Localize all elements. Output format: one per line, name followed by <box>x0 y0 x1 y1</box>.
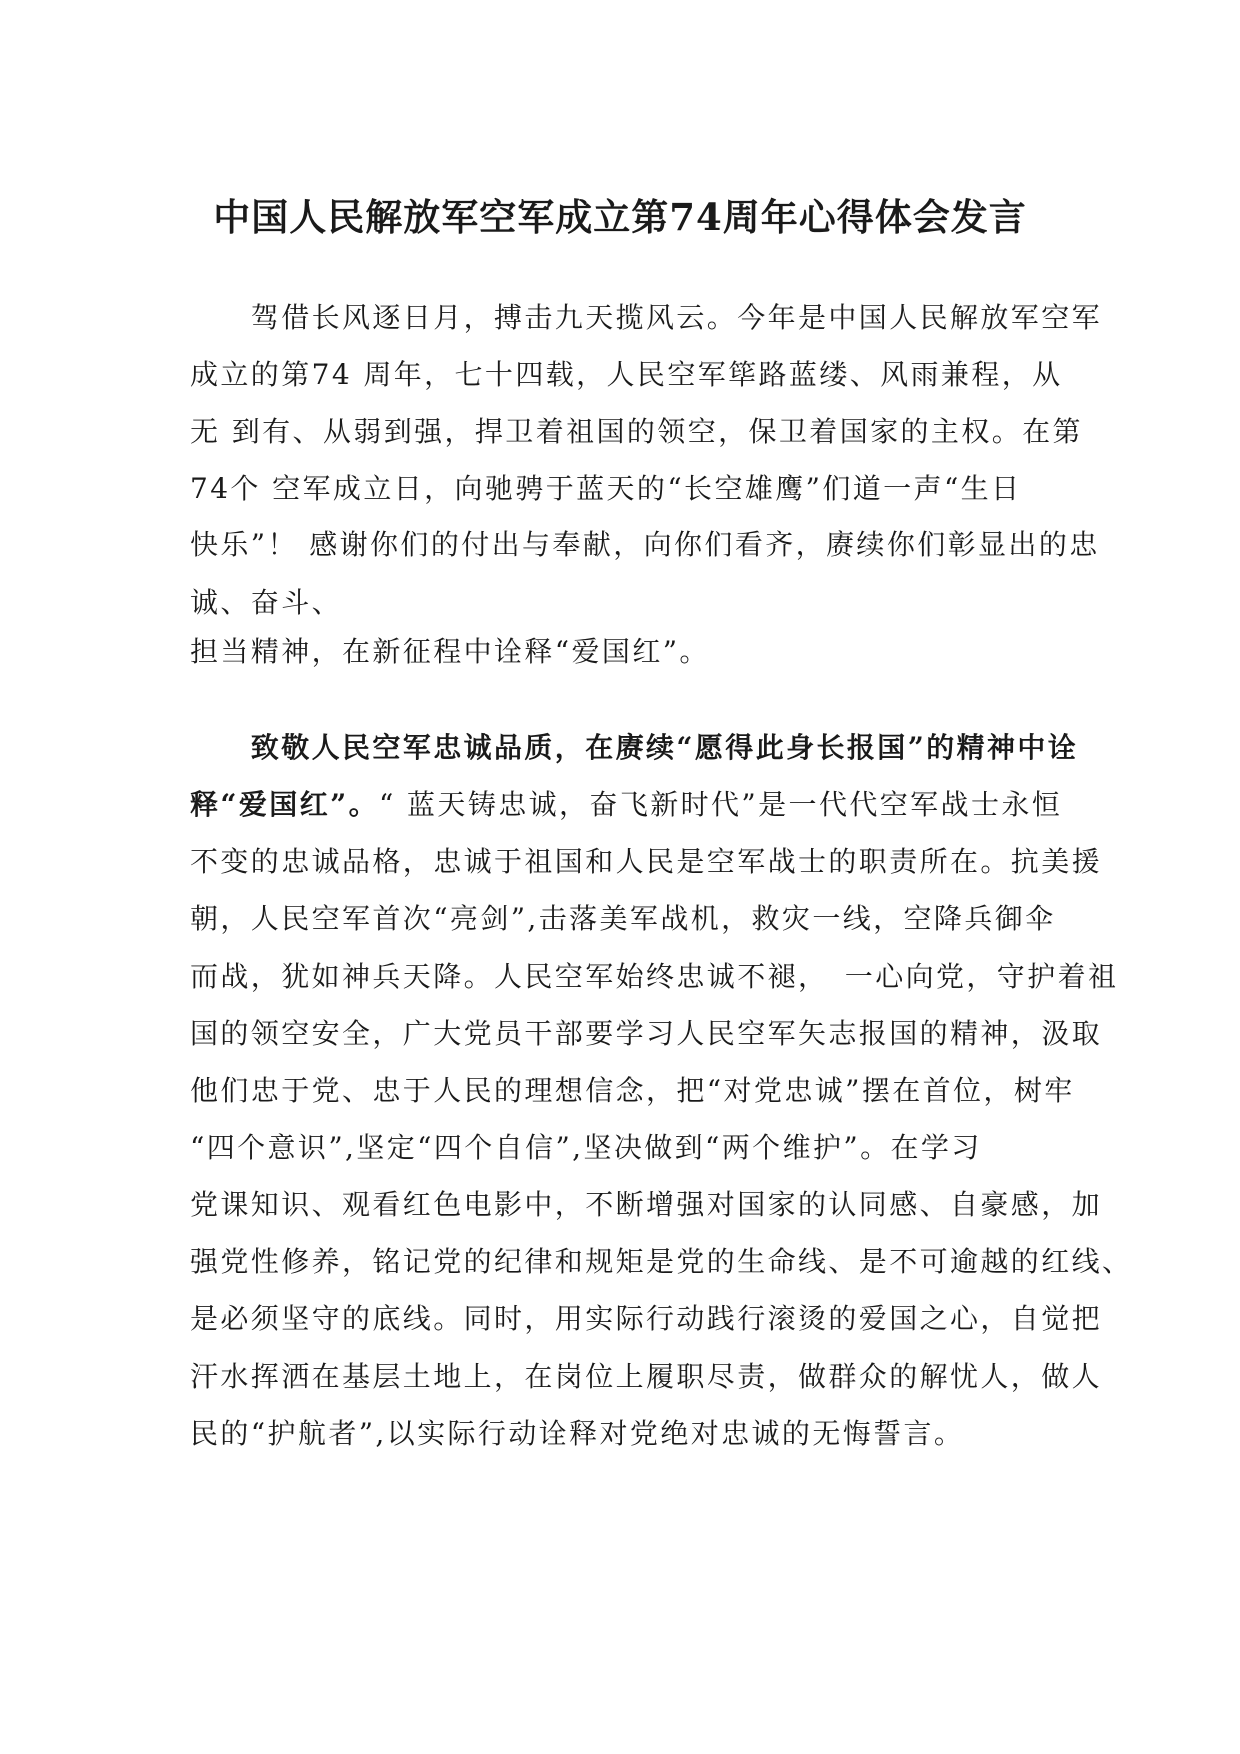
paragraph-1-line: 成立的第74 周年，七十四载，人民空军筚路蓝缕、风雨兼程，从 <box>190 358 1063 391</box>
paragraph-2-line: 强党性修养，铭记党的纪律和规矩是党的生命线、是不可逾越的红线、 <box>190 1245 1133 1278</box>
paragraph-2-line: 朝，人民空军首次“亮剑”,击落美军战机，救灾一线，空降兵御伞 <box>190 902 1056 935</box>
paragraph-2-heading-end: 释“爱国红”。 <box>190 788 380 821</box>
paragraph-1-line: 快乐”！ 感谢你们的付出与奉献，向你们看齐，赓续你们彰显出的忠 <box>190 528 1100 561</box>
paragraph-2-heading: 致敬人民空军忠诚品质，在赓续“愿得此身长报国”的精神中诠 <box>190 731 1079 764</box>
paragraph-2-line: 他们忠于党、忠于人民的理想信念，把“对党忠诚”摆在首位，树牢 <box>190 1074 1075 1107</box>
paragraph-1-line: 无 到有、从弱到强，捍卫着祖国的领空，保卫着国家的主权。在第 <box>190 415 1083 448</box>
document-title: 中国人民解放军空军成立第74周年心得体会发言 <box>213 195 1027 239</box>
paragraph-1-line: 担当精神，在新征程中诠释“爱国红”。 <box>190 635 710 668</box>
paragraph-2-line: 国的领空安全，广大党员干部要学习人民空军矢志报国的精神，汲取 <box>190 1017 1103 1050</box>
paragraph-2-line: 不变的忠诚品格，忠诚于祖国和人民是空军战士的职责所在。抗美援 <box>190 845 1103 878</box>
paragraph-2-line: 民的“护航者”,以实际行动诠释对党绝对忠诚的无悔誓言。 <box>190 1417 965 1450</box>
paragraph-2-line <box>190 785 1062 825</box>
paragraph-2-line: 党课知识、观看红色电影中，不断增强对国家的认同感、自豪感，加 <box>190 1188 1103 1221</box>
paragraph-1-line: 74个 空军成立日，向驰骋于蓝天的“长空雄鹰”们道一声“生日 <box>190 472 1022 505</box>
paragraph-2-line: “四个意识”,坚定“四个自信”,坚决做到“两个维护”。在学习 <box>190 1131 982 1164</box>
paragraph-2-line: 而战，犹如神兵天降。人民空军始终忠诚不褪， 一心向党，守护着祖 <box>190 960 1119 993</box>
paragraph-2-line-rest: “ 蓝天铸忠诚，奋飞新时代”是一代代空军战士永恒 <box>379 788 1063 821</box>
paragraph-1-line: 驾借长风逐日月，搏击九天揽风云。今年是中国人民解放军空军 <box>190 301 1103 334</box>
paragraph-1-line: 诚、奋斗、 <box>190 586 343 619</box>
paragraph-2-line: 是必须坚守的底线。同时，用实际行动践行滚烫的爱国之心，自觉把 <box>190 1302 1103 1335</box>
paragraph-2-line: 汗水挥洒在基层土地上，在岗位上履职尽责，做群众的解忧人，做人 <box>190 1360 1103 1393</box>
